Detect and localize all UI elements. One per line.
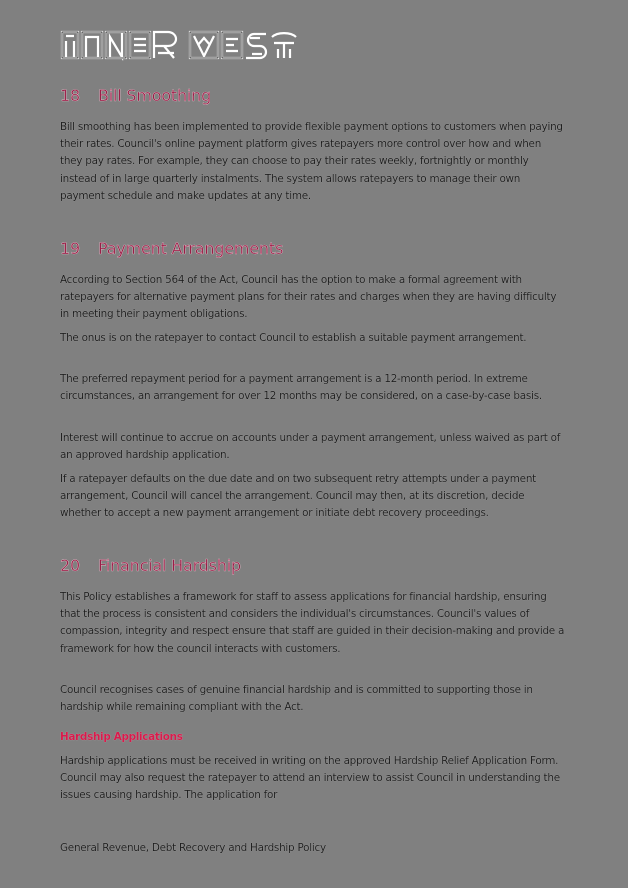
section-number: 20 xyxy=(60,556,80,575)
paragraph: If a ratepayer defaults on the due date and on two subsequent retry attempts under a payment arrangement, Council will cancel the arrangement. Council may then, at its discretion, decide whether to accept a new payment arrangement or initiate debt recovery proceedings. xyxy=(60,473,536,520)
subheading-hardship-applications: Hardship Applications xyxy=(60,731,183,743)
paragraph: Interest will continue to accrue on accounts under a payment arrangement, unless waived as part of an approved hardship application. xyxy=(60,432,561,462)
section-heading-bill-smoothing xyxy=(60,86,211,105)
paragraph: According to Section 564 of the Act, Council has the option to make a formal agreement with ratepayers for alternative payment plans for their rates and charges when they are having difficulty in meeting their payment obligations. xyxy=(60,274,557,321)
paragraph: The preferred repayment period for a payment arrangement is a 12-month period. In extreme circumstances, an arrangement for over 12 months may be considered, on a case-by-case basis. xyxy=(60,373,542,403)
paragraph: Bill smoothing has been implemented to provide flexible payment options to customers when paying their rates. Council's online payment platform gives ratepayers more control over how and when they pay rates. For example, they can choose to pay their rates weekly, fortnightly or monthly instead of in large quarterly instalments. The system allows ratepayers to manage their own payment schedule and make updates at any time. xyxy=(60,121,563,202)
page-footer: General Revenue, Debt Recovery and Hardship Policy xyxy=(60,842,326,854)
paragraph: Council recognises cases of genuine financial hardship and is committed to supporting those in hardship while remaining compliant with the Act. xyxy=(60,684,533,714)
paragraph: This Policy establishes a framework for staff to assess applications for financial hardship, ensuring that the process is consistent and considers the individual's circumstances. Council's values of compassion, integrity and respect ensure that staff are guided in their decision-making and provide a framework for how the council interacts with customers. xyxy=(60,591,565,655)
logo-icon xyxy=(60,29,300,61)
section-title: Financial Hardship xyxy=(98,556,241,575)
section-number: 19 xyxy=(60,239,80,258)
section-title: Payment Arrangements xyxy=(98,239,284,258)
paragraph: The onus is on the ratepayer to contact Council to establish a suitable payment arrangement. xyxy=(60,332,527,344)
paragraph: Hardship applications must be received in writing on the approved Hardship Relief Application Form. Council may also request the ratepayer to attend an interview to assist Council in understanding the issues causing hardship. The application for xyxy=(60,755,560,802)
section-number: 18 xyxy=(60,86,80,105)
section-heading-payment-arrangements xyxy=(60,239,283,258)
section-heading-financial-hardship xyxy=(60,556,241,575)
section-title: Bill Smoothing xyxy=(98,86,212,105)
inner-west-logo xyxy=(60,30,300,60)
